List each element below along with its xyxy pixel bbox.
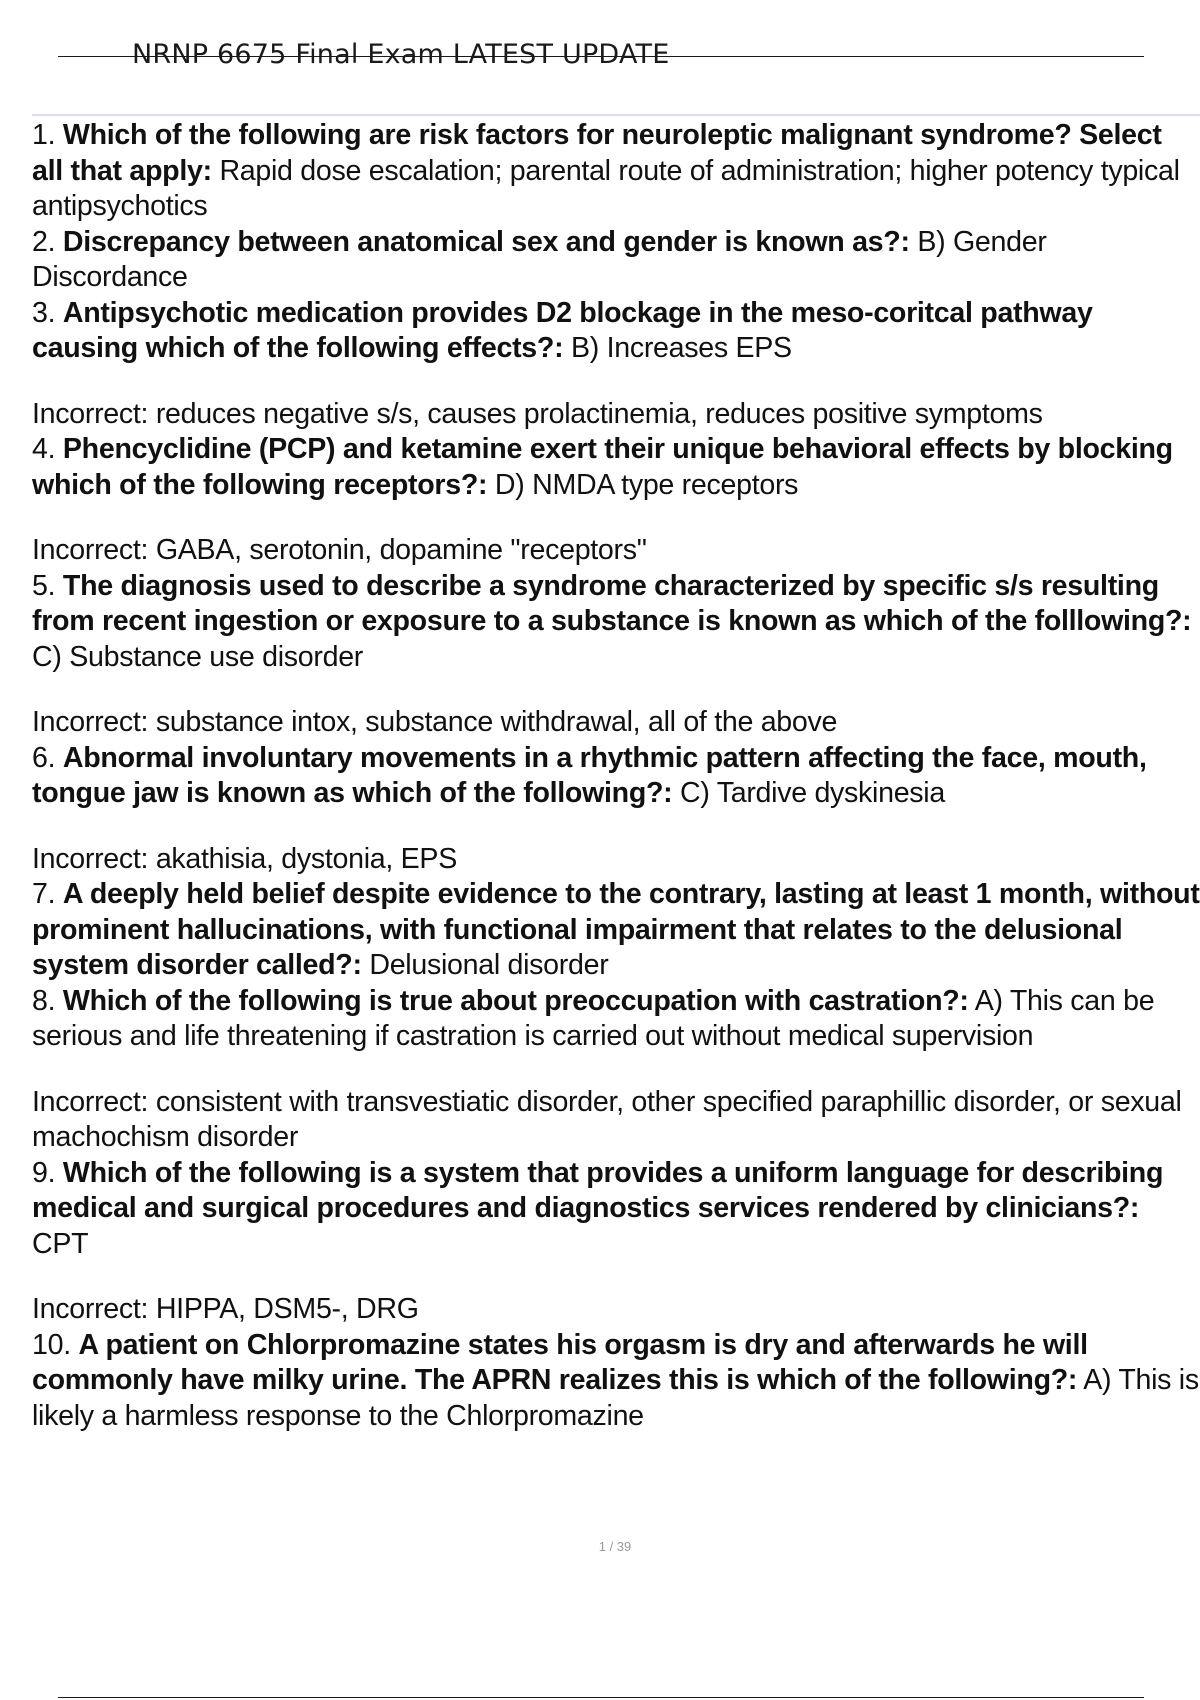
answer-text: Rapid dose escalation; parental route of administration; higher potency typical antipsychotics <box>32 154 1180 222</box>
question-number: 5. <box>32 569 56 602</box>
question-text: A deeply held belief despite evidence to the contrary, lasting at least 1 month, without prominent hallucinations, with functional impairment that relates to the delusional system disorder called?: <box>32 878 1200 981</box>
answer-text: A) This can be serious and life threatening if castration is carried out without medical supervision <box>32 984 1155 1052</box>
question-text: Discrepancy between anatomical sex and gender is known as?: <box>62 225 910 258</box>
answer-text: CPT <box>32 1227 89 1260</box>
incorrect-note: Incorrect: reduces negative s/s, causes prolactinemia, reduces positive symptoms <box>32 397 1043 430</box>
question-text: Abnormal involuntary movements in a rhythmic pattern affecting the face, mouth, tongue jaw is known as which of the following?: <box>32 741 1147 809</box>
question-text: A patient on Chlorpromazine states his orgasm is dry and afterwards he will commonly have milky urine. The APRN realizes this is which of the following?: <box>32 1328 1088 1396</box>
qa-item <box>32 877 1200 984</box>
answer-text: B) Gender Discordance <box>32 225 1047 293</box>
question-text: Phencyclidine (PCP) and ketamine exert their unique behavioral effects by blocking which of the following receptors?: <box>32 433 1173 501</box>
question-text: Which of the following are risk factors for neuroleptic malignant syndrome? Select all that apply: <box>32 119 1162 187</box>
header-divider <box>32 114 1200 116</box>
answer-text: A) This is likely a harmless response to the Chlorpromazine <box>32 1364 1199 1432</box>
page-number: 1 / 39 <box>598 1539 632 1554</box>
incorrect-note: Incorrect: consistent with transvestiatic disorder, other specified paraphillic disorder, or sexual machochism disorder <box>32 1085 1182 1153</box>
question-number: 1. <box>32 119 56 151</box>
document-title: NRNP 6675 Final Exam LATEST UPDATE <box>132 39 670 70</box>
qa-item <box>32 741 1200 812</box>
question-number: 3. <box>32 296 56 329</box>
question-text: Which of the following is a system that provides a uniform language for describing medical and surgical procedures and diagnostics services rendered by clinicians?: <box>32 1156 1164 1224</box>
answer-text: C) Tardive dyskinesia <box>680 777 945 809</box>
incorrect-note: Incorrect: akathisia, dystonia, EPS <box>32 842 457 875</box>
question-number: 8. <box>32 984 56 1017</box>
answer-text: Delusional disorder <box>369 949 609 981</box>
incorrect-note: Incorrect: HIPPA, DSM5-, DRG <box>32 1293 419 1325</box>
qa-item <box>32 1156 1200 1263</box>
qa-item <box>32 296 1200 367</box>
answer-text: B) Increases EPS <box>570 332 792 364</box>
question-number: 4. <box>32 433 56 465</box>
qa-item <box>32 984 1200 1055</box>
answer-text: C) Substance use disorder <box>32 640 364 673</box>
answer-text: D) NMDA type receptors <box>494 468 799 501</box>
incorrect-note: Incorrect: substance intox, substance withdrawal, all of the above <box>32 706 838 738</box>
question-number: 2. <box>32 225 56 258</box>
question-number: 6. <box>32 741 56 774</box>
qa-item <box>32 1328 1200 1435</box>
question-text: Antipsychotic medication provides D2 blockage in the meso-coritcal pathway causing which of the following effects?: <box>32 296 1093 364</box>
question-text: The diagnosis used to describe a syndrome characterized by specific s/s resulting from recent ingestion or exposure to a substance is known as which of the folllowing?: <box>32 569 1192 637</box>
question-number: 10. <box>32 1328 71 1361</box>
qa-item <box>32 569 1200 676</box>
question-number: 7. <box>32 878 56 910</box>
qa-item <box>32 432 1200 503</box>
footer-rule <box>58 1697 1144 1698</box>
qa-item <box>32 225 1200 296</box>
question-text: Which of the following is true about preoccupation with castration?: <box>62 984 969 1017</box>
incorrect-note: Incorrect: GABA, serotonin, dopamine "receptors" <box>32 534 647 566</box>
question-number: 9. <box>32 1156 56 1189</box>
qa-list <box>32 118 1200 1498</box>
qa-item <box>32 118 1200 225</box>
